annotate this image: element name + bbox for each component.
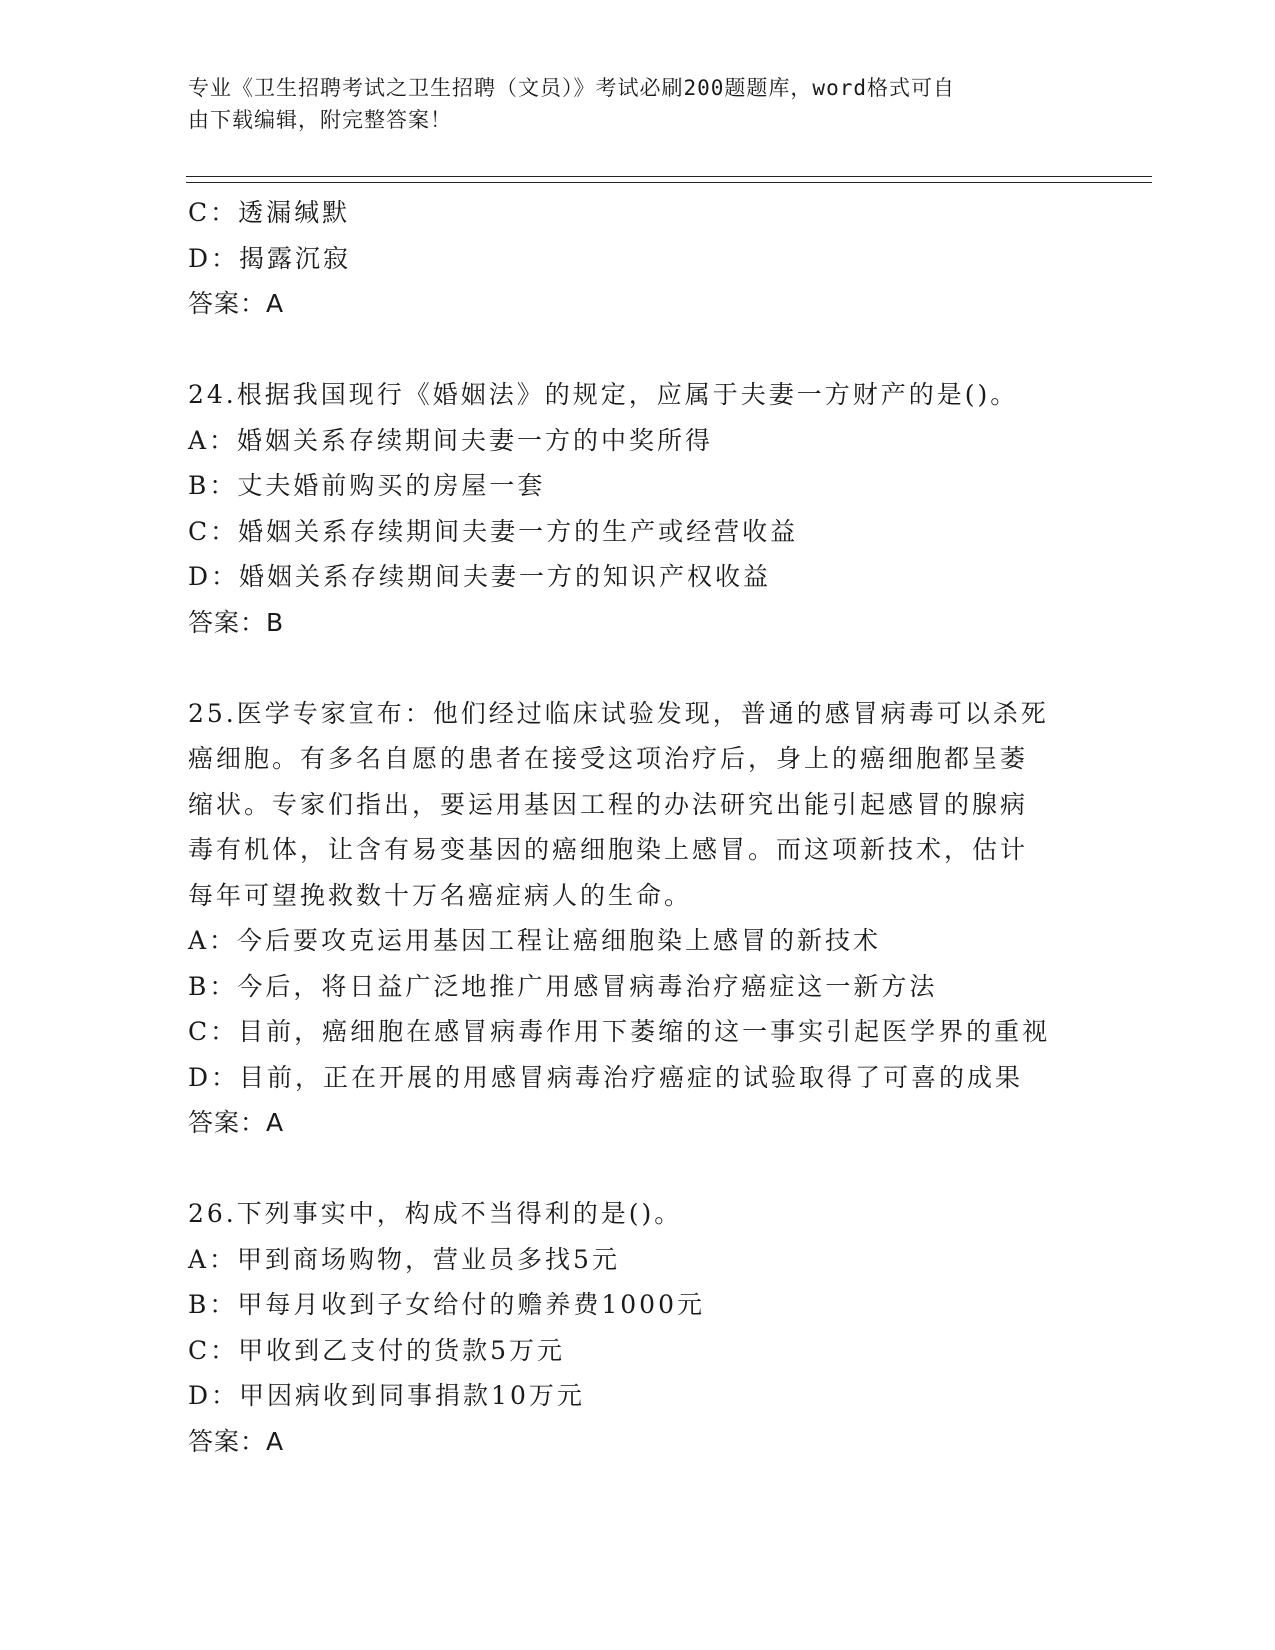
- option-d: D：婚姻关系存续期间夫妻一方的知识产权收益: [188, 562, 772, 591]
- option-a: A：婚姻关系存续期间夫妻一方的中奖所得: [188, 425, 714, 455]
- previous-question-tail: [188, 190, 1088, 327]
- question-24: [188, 372, 1088, 645]
- question-stem: 26.下列事实中，构成不当得利的是()。: [188, 1199, 683, 1228]
- option-d: D：甲因病收到同事捐款10万元: [188, 1381, 585, 1410]
- answer-line: 答案：B: [188, 607, 285, 637]
- option-b: B：今后，将日益广泛地推广用感冒病毒治疗癌症这一新方法: [188, 971, 938, 1001]
- option-c: C：甲收到乙支付的货款5万元: [188, 1335, 566, 1365]
- option-d: D：目前，正在开展的用感冒病毒治疗癌症的试验取得了可喜的成果: [188, 1062, 1024, 1092]
- question-stem: 每年可望挽救数十万名癌症病人的生命。: [188, 880, 693, 910]
- option-c: C：目前，癌细胞在感冒病毒作用下萎缩的这一事实引起医学界的重视: [188, 1017, 1051, 1046]
- option-b: B：甲每月收到子女给付的赡养费1000元: [188, 1290, 705, 1319]
- question-26: [188, 1191, 1088, 1464]
- header-divider-top: [186, 176, 1152, 177]
- document-body: [188, 190, 1088, 1464]
- answer-line: 答案：A: [188, 1108, 285, 1137]
- option-c: C：婚姻关系存续期间夫妻一方的生产或经营收益: [188, 516, 799, 546]
- option-c: C：透漏缄默: [188, 198, 351, 227]
- option-d: D：揭露沉寂: [188, 243, 352, 273]
- question-stem: 24.根据我国现行《婚姻法》的规定，应属于夫妻一方财产的是()。: [188, 380, 1019, 409]
- question-stem: 毒有机体，让含有易变基因的癌细胞染上感冒。而这项新技术，估计: [188, 835, 1029, 864]
- option-a: A：今后要攻克运用基因工程让癌细胞染上感冒的新技术: [188, 926, 882, 955]
- answer-line: 答案：A: [188, 1426, 285, 1456]
- question-stem: 癌细胞。有多名自愿的患者在接受这项治疗后，身上的癌细胞都呈萎: [188, 744, 1029, 773]
- answer-line: 答案：A: [188, 289, 285, 318]
- header-line-2: 由下载编辑，附完整答案！: [188, 108, 452, 132]
- question-25: [188, 691, 1088, 1146]
- spacer: [188, 327, 1088, 373]
- question-stem: 25.医学专家宣布：他们经过临床试验发现，普通的感冒病毒可以杀死: [188, 698, 1049, 728]
- spacer: [188, 1146, 1088, 1192]
- header-divider-bottom: [186, 182, 1152, 183]
- option-b: B：丈夫婚前购买的房屋一套: [188, 471, 546, 500]
- spacer: [188, 645, 1088, 691]
- question-stem: 缩状。专家们指出，要运用基因工程的办法研究出能引起感冒的腺病: [188, 789, 1029, 819]
- header-line-1: 专业《卫生招聘考试之卫生招聘（文员）》考试必刷200题题库，word格式可自: [188, 76, 955, 100]
- option-a: A：甲到商场购物，营业员多找5元: [188, 1244, 620, 1274]
- document-header: [188, 72, 1088, 136]
